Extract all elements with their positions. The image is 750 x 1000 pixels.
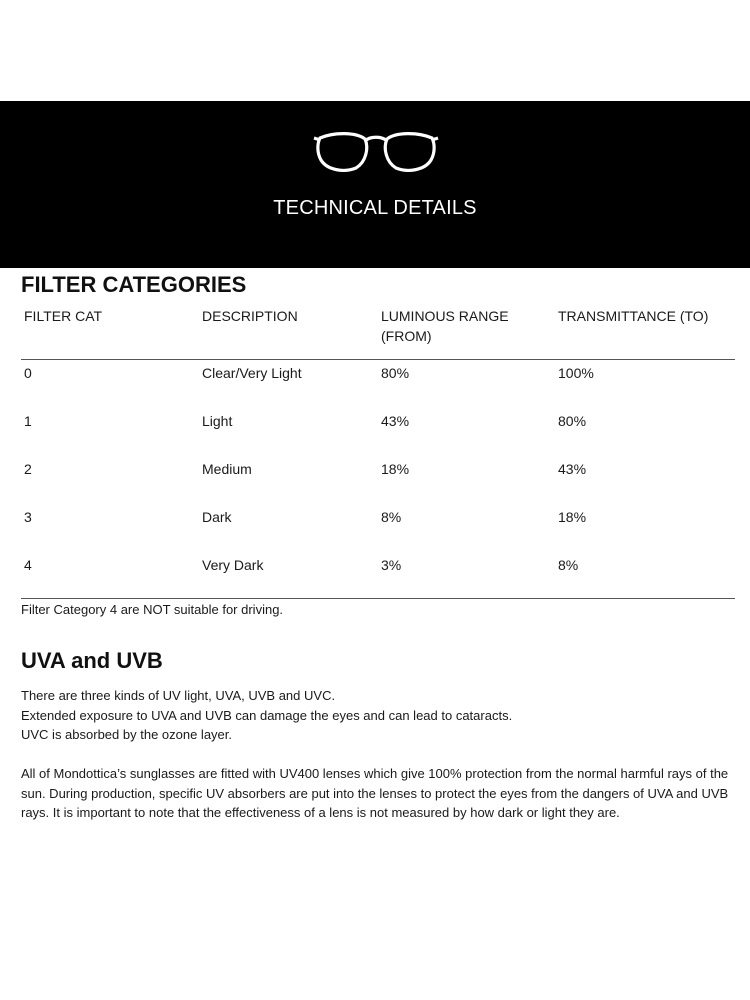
transmittance-cell: 80%: [558, 413, 587, 429]
header-filter-cat: FILTER CAT: [24, 308, 103, 324]
filter-categories-heading: FILTER CATEGORIES: [21, 272, 247, 297]
filter-cat-cell: 0: [24, 365, 32, 381]
description-cell: Light: [202, 413, 233, 429]
page-title: TECHNICAL DETAILS: [273, 197, 477, 219]
table-header: [21, 306, 735, 360]
description-cell: Medium: [202, 461, 252, 477]
uv-intro-line: There are three kinds of UV light, UVA, UVB and UVC.: [21, 688, 336, 703]
table-row: [21, 408, 735, 456]
table-row: [21, 504, 735, 552]
table-body: [21, 360, 735, 599]
table-row: [21, 552, 735, 600]
filter-cat-cell: 1: [24, 413, 32, 429]
table-row: [21, 360, 735, 408]
filter-cat-cell: 4: [24, 557, 32, 573]
glasses-icon: [312, 128, 440, 174]
filter-cat-cell: 2: [24, 461, 32, 477]
filter-table: [21, 306, 735, 599]
driving-note: Filter Category 4 are NOT suitable for driving.: [21, 602, 284, 617]
header-banner: [0, 101, 750, 268]
luminous-range-cell: 8%: [381, 509, 402, 525]
transmittance-cell: 100%: [558, 365, 594, 381]
transmittance-cell: 18%: [558, 509, 587, 525]
uv-intro: [21, 686, 731, 745]
header-description: DESCRIPTION: [202, 308, 298, 324]
luminous-range-cell: 3%: [381, 557, 402, 573]
luminous-range-cell: 80%: [381, 365, 410, 381]
description-cell: Dark: [202, 509, 232, 525]
uv-intro-line: Extended exposure to UVA and UVB can damage the eyes and can lead to cataracts.: [21, 707, 513, 723]
description-cell: Very Dark: [202, 557, 264, 573]
luminous-range-cell: 43%: [381, 413, 410, 429]
transmittance-cell: 43%: [558, 461, 587, 477]
luminous-range-cell: 18%: [381, 461, 410, 477]
uv-intro-line: UVC is absorbed by the ozone layer.: [21, 727, 233, 742]
transmittance-cell: 8%: [558, 557, 579, 573]
uva-uvb-heading: UVA and UVB: [21, 648, 163, 673]
header-luminous-range: LUMINOUS RANGE (FROM): [381, 308, 509, 344]
table-row: [21, 456, 735, 504]
uv400-paragraph: All of Mondottica’s sunglasses are fitted with UV400 lenses which give 100% protection from the normal harmful rays of the sun. During production, specific UV absorbers are put into the lenses to protect the eyes from the dangers of UVA and UVB rays. It is important to note that the effectiveness of a lens is not measured by how dark or light they are.: [21, 766, 729, 820]
filter-cat-cell: 3: [24, 509, 32, 525]
description-cell: Clear/Very Light: [202, 365, 302, 381]
header-transmittance: TRANSMITTANCE (TO): [558, 308, 709, 324]
